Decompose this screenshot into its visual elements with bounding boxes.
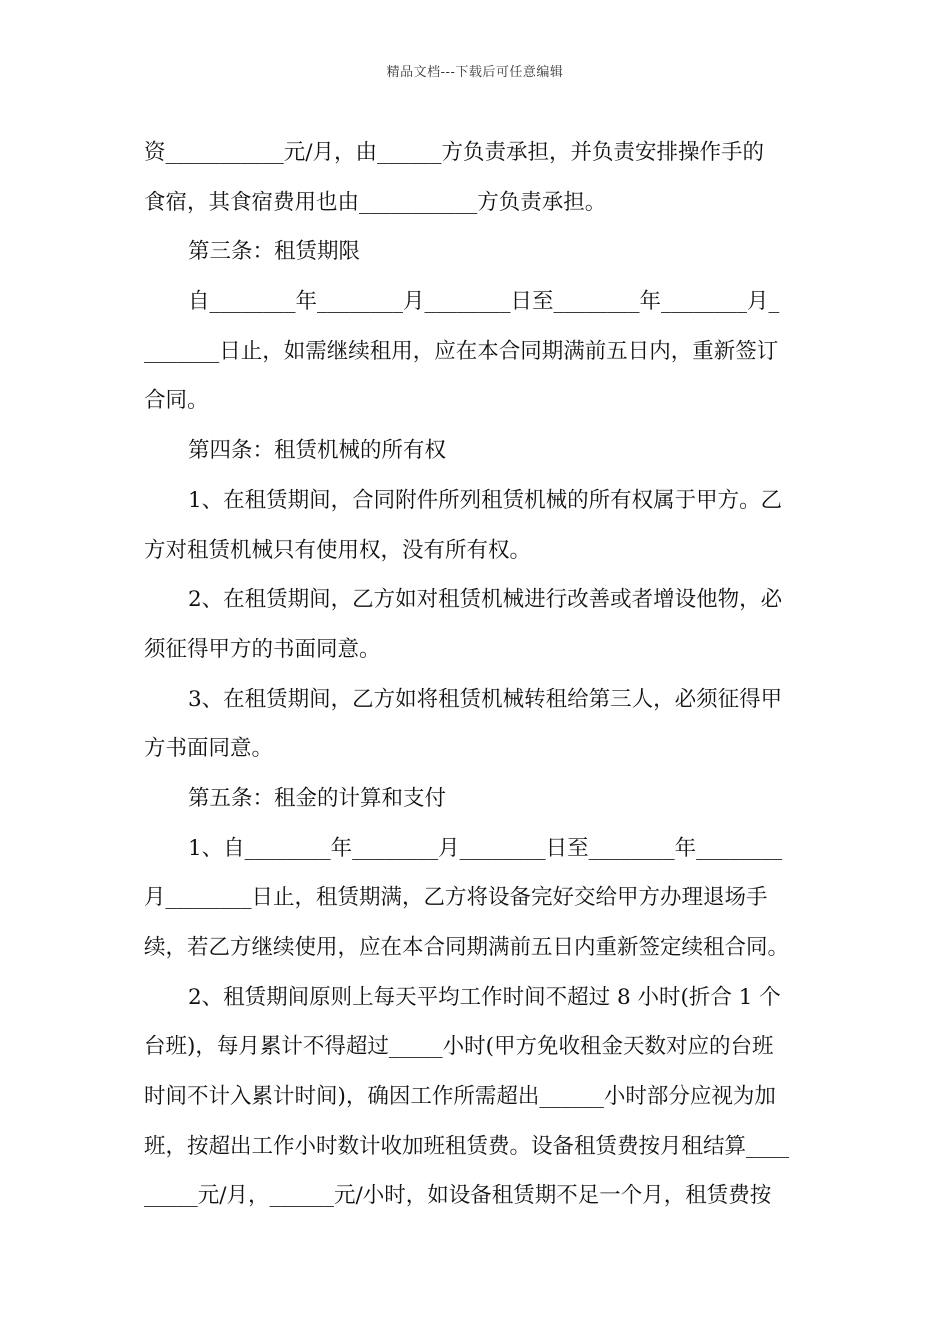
paragraph-line: 3、在租赁期间，乙方如将租赁机械转租给第三人，必须征得甲: [188, 686, 783, 712]
paragraph-line: 食宿，其食宿费用也由___________方负责承担。: [144, 189, 607, 215]
paragraph-line: 时间不计入累计时间)，确因工作所需超出______小时部分应视为加: [144, 1084, 776, 1110]
paragraph-line: 合同。: [144, 388, 209, 414]
paragraph-line: 自________年________月________日至________年________月_: [188, 289, 780, 315]
page-header: 精品文档---下载后可任意编辑: [386, 65, 564, 80]
paragraph-line: 须征得甲方的书面同意。: [144, 636, 381, 662]
document-body: [144, 128, 810, 1221]
paragraph-line: 资___________元/月，由______方负责承担，并负责安排操作手的: [144, 140, 764, 165]
section-heading: 第三条：租赁期限: [188, 239, 361, 265]
paragraph-line: 班，按超出工作小时数计收加班租赁费。设备租赁费按月租结算____: [144, 1133, 790, 1159]
paragraph-line: 2、租赁期间原则上每天平均工作时间不超过 8 小时(折合 1 个: [188, 984, 781, 1010]
paragraph-line: 续，若乙方继续使用，应在本合同期满前五日内重新签定续租合同。: [144, 935, 790, 960]
paragraph-line: 方书面同意。: [144, 736, 274, 762]
paragraph-line: 1、自________年________月________日至________年________: [188, 835, 783, 861]
paragraph-line: _____元/月，______元/小时，如设备租赁期不足一个月，租赁费按: [144, 1183, 772, 1209]
paragraph-line: _______日止，如需继续租用，应在本合同期满前五日内，重新签订: [144, 338, 779, 364]
section-heading: 第五条：租金的计算和支付: [188, 785, 447, 811]
paragraph-line: 2、在租赁期间，乙方如对租赁机械进行改善或者增设他物，必: [188, 587, 783, 613]
paragraph-line: 1、在租赁期间，合同附件所列租赁机械的所有权属于甲方。乙: [188, 487, 783, 513]
paragraph-line: 月________日止，租赁期满，乙方将设备完好交给甲方办理退场手: [144, 885, 768, 911]
paragraph-line: 台班)，每月累计不得超过_____小时(甲方免收租金天数对应的台班: [144, 1034, 774, 1060]
paragraph-line: 方对租赁机械只有使用权，没有所有权。: [144, 537, 532, 563]
section-heading: 第四条：租赁机械的所有权: [188, 438, 447, 464]
